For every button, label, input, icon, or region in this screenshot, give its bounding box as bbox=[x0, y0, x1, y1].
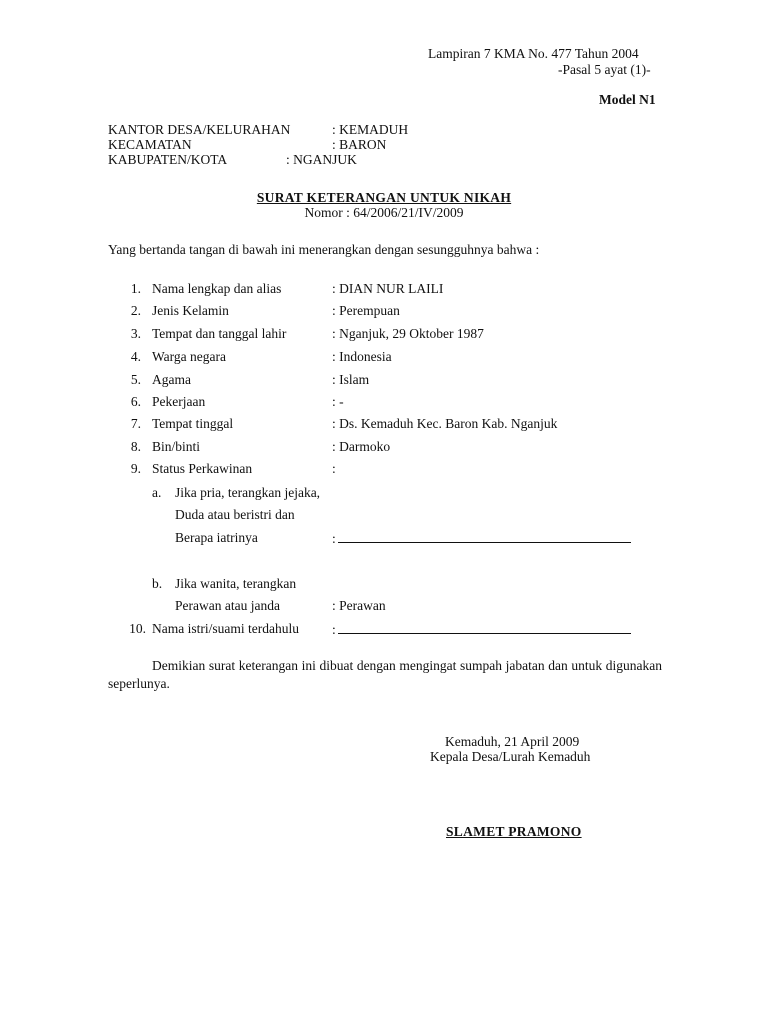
field-number: 4. bbox=[130, 349, 141, 364]
closing-text: Demikian surat keterangan ini dibuat dengan mengingat sumpah jabatan dan untuk digunakan seperlunya. bbox=[108, 658, 662, 691]
field-number: 7. bbox=[130, 416, 141, 431]
field-label: Status Perkawinan bbox=[152, 461, 253, 476]
signature-place-date: Kemaduh, 21 April 2009 bbox=[445, 734, 580, 749]
intro-text: Yang bertanda tangan di bawah ini menerangkan dengan sesungguhnya bahwa : bbox=[108, 242, 540, 257]
field-label: Warga negara bbox=[152, 349, 226, 364]
status-b-line1: Jika wanita, terangkan bbox=[175, 576, 297, 591]
field-value: : Nganjuk, 29 Oktober 1987 bbox=[332, 326, 484, 341]
field-number: 8. bbox=[130, 439, 141, 454]
answer-blank-line bbox=[338, 530, 631, 543]
office-kecamatan-label: KECAMATAN bbox=[108, 137, 192, 152]
field-label: Tempat tinggal bbox=[152, 416, 234, 431]
field-number: 10. bbox=[129, 621, 146, 636]
field-value: : Islam bbox=[332, 372, 370, 387]
document-title: SURAT KETERANGAN UNTUK NIKAH bbox=[256, 190, 512, 205]
field-number: 6. bbox=[130, 394, 141, 409]
status-b-marker: b. bbox=[152, 576, 163, 591]
field-label: Nama lengkap dan alias bbox=[152, 281, 282, 296]
office-kabupaten-label: KABUPATEN/KOTA bbox=[108, 152, 228, 167]
field10-colon: : bbox=[332, 622, 336, 637]
field-value: : bbox=[332, 461, 336, 476]
pasal-text: -Pasal 5 ayat (1)- bbox=[558, 62, 651, 77]
document-number: Nomor : 64/2006/21/IV/2009 bbox=[304, 205, 464, 220]
field-value: : Perempuan bbox=[332, 303, 400, 318]
answer-blank-line bbox=[338, 621, 631, 634]
field-number: 3. bbox=[130, 326, 141, 341]
field10-answer bbox=[332, 621, 631, 638]
field-label: Jenis Kelamin bbox=[152, 303, 229, 318]
field-value: : DIAN NUR LAILI bbox=[332, 281, 444, 296]
status-a-marker: a. bbox=[152, 485, 162, 500]
field-label: Tempat dan tanggal lahir bbox=[152, 326, 287, 341]
lampiran-text: Lampiran 7 KMA No. 477 Tahun 2004 bbox=[428, 46, 639, 61]
status-a-line3: Berapa iatrinya bbox=[175, 530, 258, 545]
status-a-answer bbox=[332, 530, 631, 547]
signature-position: Kepala Desa/Lurah Kemaduh bbox=[430, 749, 591, 764]
field-label: Agama bbox=[152, 372, 191, 387]
field-value: : Indonesia bbox=[332, 349, 392, 364]
field-value: : Darmoko bbox=[332, 439, 391, 454]
model-label: Model N1 bbox=[599, 92, 656, 107]
office-desa-label: KANTOR DESA/KELURAHAN bbox=[108, 122, 291, 137]
status-b-value: : Perawan bbox=[332, 598, 386, 613]
status-a-line2: Duda atau beristri dan bbox=[175, 507, 295, 522]
field-value: : Ds. Kemaduh Kec. Baron Kab. Nganjuk bbox=[332, 416, 558, 431]
status-a-line1: Jika pria, terangkan jejaka, bbox=[175, 485, 321, 500]
office-kecamatan-value: : BARON bbox=[332, 137, 387, 152]
field-label: Bin/binti bbox=[152, 439, 201, 454]
field-label: Pekerjaan bbox=[152, 394, 206, 409]
field-number: 9. bbox=[130, 461, 141, 476]
office-kabupaten-value: : NGANJUK bbox=[286, 152, 357, 167]
office-desa-value: : KEMADUH bbox=[332, 122, 409, 137]
field-label: Nama istri/suami terdahulu bbox=[152, 621, 299, 636]
field-number: 5. bbox=[130, 372, 141, 387]
status-b-line2: Perawan atau janda bbox=[175, 598, 280, 613]
field-value: : - bbox=[332, 394, 344, 409]
field-number: 2. bbox=[130, 303, 141, 318]
closing-paragraph bbox=[108, 657, 662, 693]
signatory-name: SLAMET PRAMONO bbox=[446, 824, 582, 839]
status-a-colon: : bbox=[332, 531, 336, 546]
field-number: 1. bbox=[130, 281, 141, 296]
